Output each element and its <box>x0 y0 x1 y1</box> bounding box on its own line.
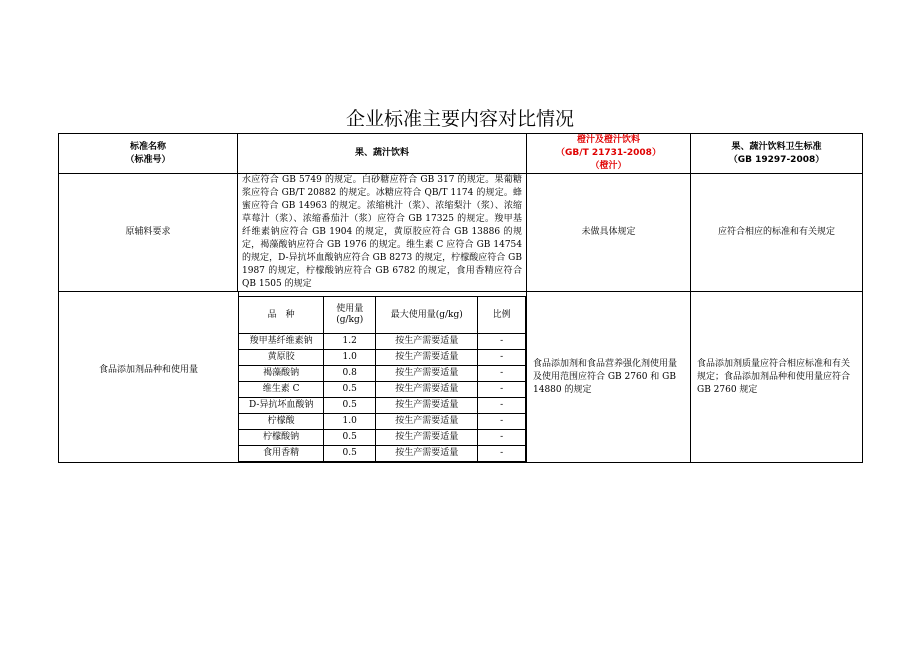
additives-header-usage-line1: 使用量 <box>336 304 364 314</box>
additives-table <box>238 296 526 462</box>
header-gbt-line1: 橙汁及橙汁饮料 <box>576 135 640 145</box>
additives-label: 食品添加剂品种和使用量 <box>98 365 198 375</box>
additive-max: 按生产需要适量 <box>376 430 478 446</box>
additives-header-row <box>239 297 526 334</box>
additive-max: 按生产需要适量 <box>376 382 478 398</box>
additives-header-usage <box>324 297 376 334</box>
table-row <box>239 366 526 382</box>
additive-usage: 0.8 <box>324 366 376 382</box>
additives-header-max: 最大使用量(g/kg) <box>376 297 478 334</box>
additive-max: 按生产需要适量 <box>376 350 478 366</box>
additive-ratio: - <box>478 430 526 446</box>
header-gbt-line3: （橙汁） <box>590 161 627 171</box>
additive-ratio: - <box>478 350 526 366</box>
additive-ratio: - <box>478 382 526 398</box>
additive-ratio: - <box>478 414 526 430</box>
table-row <box>239 350 526 366</box>
raw-materials-gb: 应符合相应的标准和有关规定 <box>691 174 863 292</box>
page-title: 企业标准主要内容对比情况 <box>345 108 574 130</box>
additive-name: 柠檬酸钠 <box>239 430 324 446</box>
additive-name: 黄原胶 <box>239 350 324 366</box>
additives-gbt: 食品添加剂和食品营养强化剂使用量及使用范围应符合 GB 2760 和 GB 14880 的规定 <box>527 292 691 463</box>
additive-usage: 0.5 <box>324 398 376 414</box>
additive-ratio: - <box>478 398 526 414</box>
raw-materials-row <box>59 174 863 292</box>
additive-max: 按生产需要适量 <box>376 334 478 350</box>
header-standard-name-line2: （标准号） <box>125 154 171 165</box>
additive-name: 褐藻酸钠 <box>239 366 324 382</box>
additives-divider <box>238 292 239 462</box>
raw-materials-enterprise: 水应符合 GB 5749 的规定。白砂糖应符合 GB 317 的规定。果葡糖浆应符合 GB/T 20882 的规定。冰糖应符合 QB/T 1174 的规定。蜂蜜应符合 GB 14963 的规定。浓缩桃汁（浆）、浓缩梨汁（浆）、浓缩草莓汁（浆）、浓缩番茄汁（浆）应符合 GB 17325 的规定。羧甲基纤维素钠应符合 GB 1904 的规定，黄原胶应符合 GB 13886 的规定，褐藻酸钠应符合 GB 1976 的规定。维生素 C 应符合 GB 14754 的规定，D-异抗坏血酸钠应符合 GB 8273 的规定，柠檬酸应符合 GB 1987 的规定，柠檬酸钠应符合 GB 6782 的规定，食用香精应符合 QB 1505 的规定 <box>238 174 527 292</box>
additive-ratio: - <box>478 334 526 350</box>
table-row <box>239 398 526 414</box>
table-row <box>239 414 526 430</box>
additives-cell <box>59 292 527 463</box>
table-row <box>239 430 526 446</box>
raw-materials-gbt: 未做具体规定 <box>527 174 691 292</box>
header-gb-line1: 果、蔬汁饮料卫生标准 <box>731 141 822 152</box>
header-enterprise-standard: 果、蔬汁饮料 <box>238 134 527 174</box>
additive-name: 食用香精 <box>239 446 324 462</box>
additive-max: 按生产需要适量 <box>376 366 478 382</box>
table-row <box>239 382 526 398</box>
additive-max: 按生产需要适量 <box>376 414 478 430</box>
additive-ratio: - <box>478 366 526 382</box>
table-row <box>239 334 526 350</box>
additive-max: 按生产需要适量 <box>376 398 478 414</box>
table-row <box>239 446 526 462</box>
header-gbt-line2: （GB/T 21731-2008） <box>556 148 661 158</box>
additives-row <box>59 292 863 463</box>
additive-name: 羧甲基纤维素钠 <box>239 334 324 350</box>
additives-header-ratio: 比例 <box>478 297 526 334</box>
header-standard-name <box>59 134 238 174</box>
additive-usage: 1.0 <box>324 350 376 366</box>
additive-name: 柠檬酸 <box>239 414 324 430</box>
additive-max: 按生产需要适量 <box>376 446 478 462</box>
header-row <box>59 134 863 174</box>
additive-name: D-异抗坏血酸钠 <box>239 398 324 414</box>
additive-name: 维生素 C <box>239 382 324 398</box>
additive-usage: 0.5 <box>324 382 376 398</box>
raw-materials-label: 原辅料要求 <box>59 174 238 292</box>
header-standard-name-line1: 标准名称 <box>129 141 166 152</box>
additives-gb: 食品添加剂质量应符合相应标准和有关规定；食品添加剂品种和使用量应符合 GB 2760 规定 <box>691 292 863 463</box>
header-gbt-standard <box>527 134 691 174</box>
additive-usage: 0.5 <box>324 446 376 462</box>
comparison-table <box>58 133 863 463</box>
additive-usage: 0.5 <box>324 430 376 446</box>
additive-usage: 1.0 <box>324 414 376 430</box>
header-gb-standard <box>691 134 863 174</box>
additives-header-usage-line2: (g/kg) <box>336 315 364 325</box>
header-gb-line2: （GB 19297-2008） <box>728 154 825 165</box>
additive-usage: 1.2 <box>324 334 376 350</box>
additive-ratio: - <box>478 446 526 462</box>
additives-header-name: 品 种 <box>239 297 324 334</box>
